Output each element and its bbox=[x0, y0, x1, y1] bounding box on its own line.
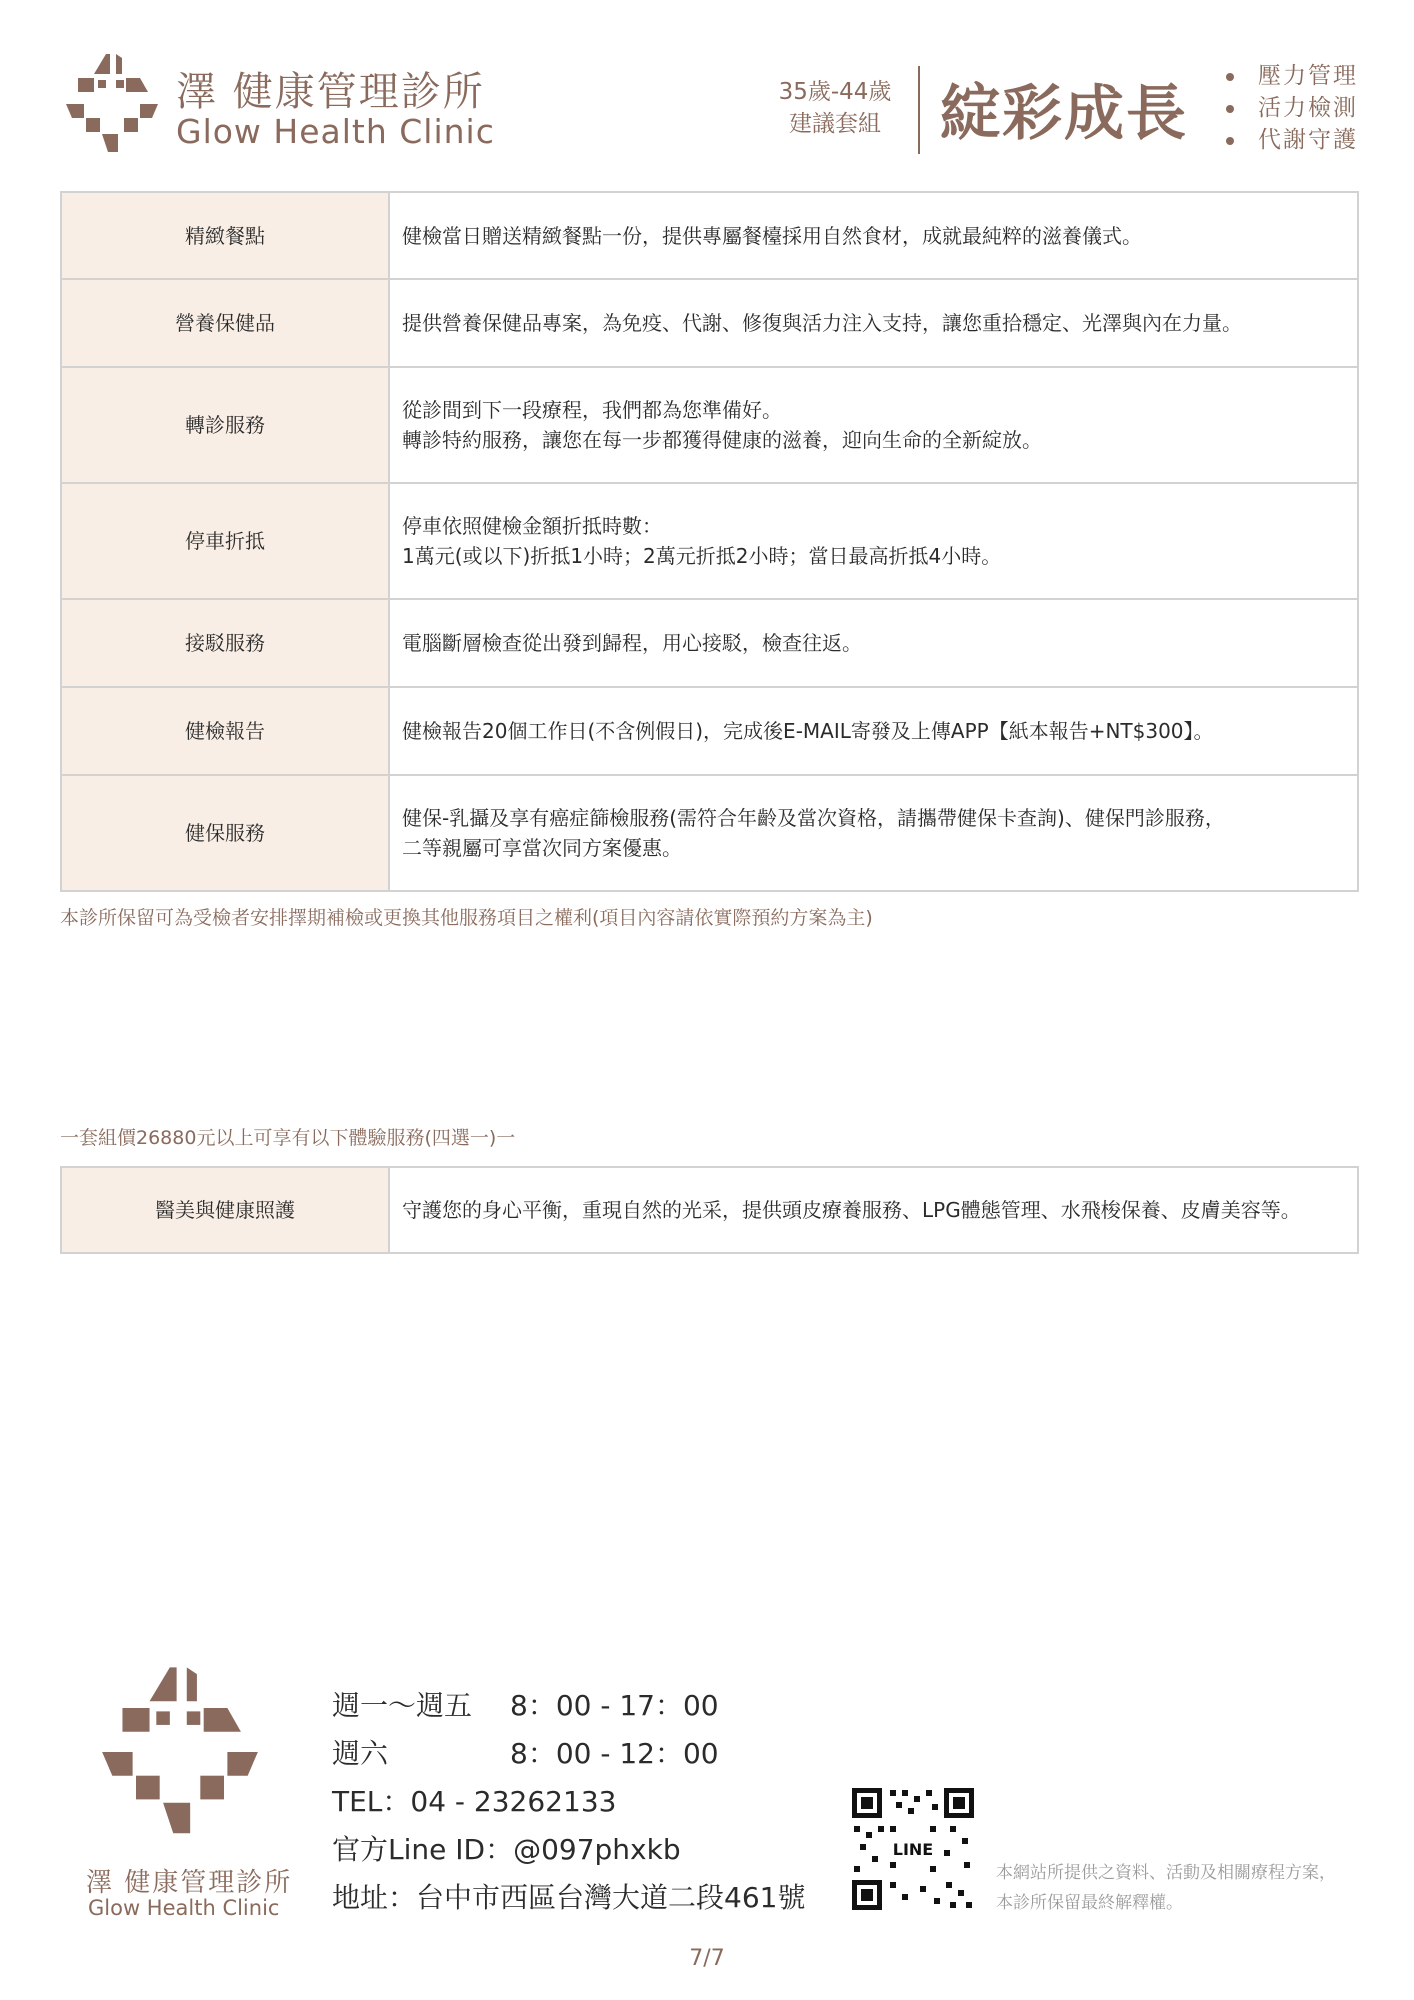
address: 地址：台中市西區台灣大道二段461號 bbox=[332, 1881, 806, 1914]
disclaimer-line: 本診所保留最終解釋權。 bbox=[996, 1893, 1183, 1913]
focus-item: 代謝守護 bbox=[1222, 124, 1358, 156]
hours-day: 週六 bbox=[332, 1737, 389, 1770]
service-label: 精緻餐點 bbox=[61, 192, 389, 279]
table-row bbox=[61, 599, 1358, 687]
service-desc bbox=[389, 687, 1358, 775]
reservation-note: 本診所保留可為受檢者安排擇期補檢或更換其他服務項目之權利(項目內容請依實際預約方案為主) bbox=[60, 907, 873, 929]
table-row bbox=[61, 775, 1358, 891]
experience-table bbox=[60, 1166, 1359, 1254]
table-row bbox=[61, 1167, 1358, 1253]
disclaimer-line: 本網站所提供之資料、活動及相關療程方案， bbox=[996, 1863, 1336, 1883]
service-desc bbox=[389, 775, 1358, 891]
focus-item: 活力檢測 bbox=[1222, 92, 1358, 124]
age-caption: 建議套組 bbox=[789, 111, 881, 137]
package-title: 綻彩成長 bbox=[940, 79, 1188, 149]
service-desc bbox=[389, 483, 1358, 599]
experience-title: 一套組價26880元以上可享有以下體驗服務(四選一)一 bbox=[60, 1127, 516, 1149]
qr-line-text: LINE bbox=[892, 1840, 934, 1859]
service-desc-line: 健保-乳攝及享有癌症篩檢服務(需符合年齡及當次資格，請攜帶健保卡查詢)、健保門診服務， bbox=[402, 806, 1225, 830]
service-desc-line: 二等親屬可享當次同方案優惠。 bbox=[402, 836, 682, 860]
service-desc bbox=[389, 599, 1358, 687]
hours-row bbox=[332, 1730, 805, 1778]
experience-label: 醫美與健康照護 bbox=[61, 1167, 389, 1253]
service-desc-line: 轉診特約服務，讓您在每一步都獲得健康的滋養，迎向生命的全新綻放。 bbox=[402, 428, 1042, 452]
hours-time: 8：00 - 17：00 bbox=[510, 1689, 719, 1722]
service-desc-line: 1萬元(或以下)折抵1小時；2萬元折抵2小時；當日最高折抵4小時。 bbox=[402, 544, 1002, 568]
table-row bbox=[61, 367, 1358, 483]
disclaimer bbox=[996, 1858, 1336, 1918]
focus-item: 壓力管理 bbox=[1222, 60, 1358, 92]
experience-desc: 守護您的身心平衡，重現自然的光采，提供頭皮療養服務、LPG體態管理、水飛梭保養、皮膚美容等。 bbox=[389, 1167, 1358, 1253]
hours-time: 8：00 - 12：00 bbox=[510, 1737, 719, 1770]
service-desc bbox=[389, 279, 1358, 367]
table-row bbox=[61, 279, 1358, 367]
age-range-block bbox=[760, 76, 910, 140]
line-qr-code-icon[interactable] bbox=[850, 1786, 976, 1912]
tel: TEL：04 - 23262133 bbox=[332, 1785, 617, 1818]
table-row bbox=[61, 483, 1358, 599]
contact-info bbox=[332, 1682, 805, 1922]
service-label: 健保服務 bbox=[61, 775, 389, 891]
service-desc-line: 健檢當日贈送精緻餐點一份，提供專屬餐檯採用自然食材，成就最純粹的滋養儀式。 bbox=[402, 223, 1142, 248]
brand-name-en: Glow Health Clinic bbox=[176, 112, 495, 151]
header-divider bbox=[918, 66, 920, 154]
hours-row bbox=[332, 1682, 805, 1730]
brand-name-zh: 澤 健康管理診所 bbox=[176, 69, 485, 115]
hours-day: 週一～週五 bbox=[332, 1689, 473, 1722]
age-range: 35歲-44歲 bbox=[778, 79, 892, 105]
line-id: 官方Line ID：@097phxkb bbox=[332, 1833, 681, 1866]
service-desc-line: 電腦斷層檢查從出發到歸程，用心接駁，檢查往返。 bbox=[402, 631, 862, 655]
service-desc-line: 提供營養保健品專案，為免疫、代謝、修復與活力注入支持，讓您重拾穩定、光澤與內在力量。 bbox=[402, 311, 1242, 335]
focus-list bbox=[1222, 60, 1358, 156]
table-row bbox=[61, 192, 1358, 279]
footer-brand-zh: 澤 健康管理診所 bbox=[86, 1868, 293, 1898]
service-desc bbox=[389, 192, 1358, 279]
page-number: 7/7 bbox=[689, 1946, 725, 1971]
clinic-logo-large-icon bbox=[98, 1664, 262, 1840]
service-desc-line: 停車依照健檢金額折抵時數： bbox=[402, 514, 662, 538]
table-row bbox=[61, 687, 1358, 775]
service-desc-line: 從診間到下一段療程，我們都為您準備好。 bbox=[402, 398, 782, 422]
service-label: 健檢報告 bbox=[61, 687, 389, 775]
footer-brand-en: Glow Health Clinic bbox=[88, 1896, 280, 1920]
service-label: 接駁服務 bbox=[61, 599, 389, 687]
service-label: 轉診服務 bbox=[61, 367, 389, 483]
service-label: 營養保健品 bbox=[61, 279, 389, 367]
service-desc-line: 健檢報告20個工作日(不含例假日)，完成後E-MAIL寄發及上傳APP【紙本報告+NT$300】。 bbox=[402, 719, 1214, 743]
clinic-logo-icon bbox=[64, 52, 160, 156]
service-desc bbox=[389, 367, 1358, 483]
services-table bbox=[60, 191, 1359, 892]
service-label: 停車折抵 bbox=[61, 483, 389, 599]
